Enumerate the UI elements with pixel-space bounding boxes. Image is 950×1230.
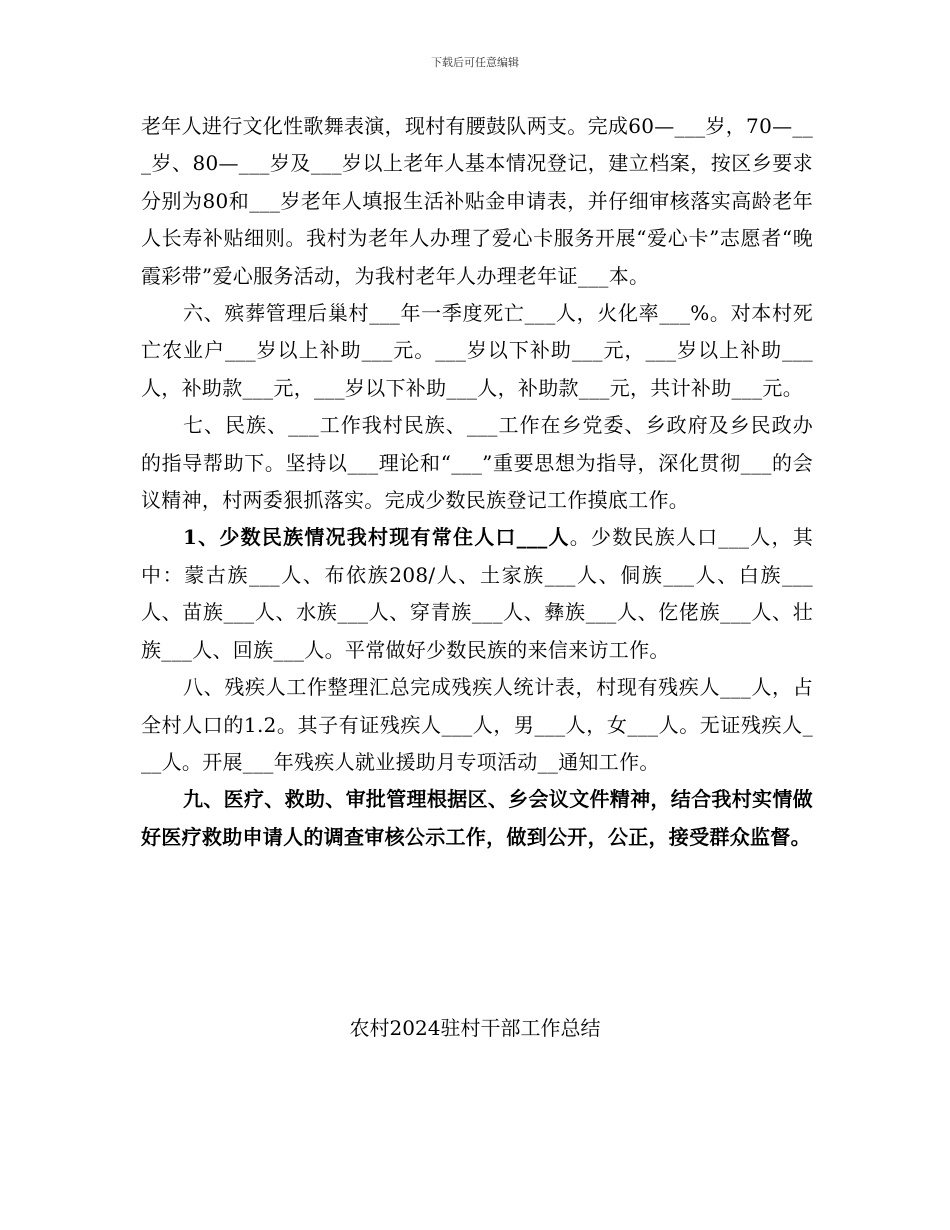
paragraph-ethnic-affairs: 七、民族、___工作我村民族、___工作在乡党委、乡政府及乡民政办的指导帮助下。坚持以___理论和“___”重要思想为指导，深化贯彻___的会议精神，村两委狠抓落实。完成少数民族登记工作摸底工作。 xyxy=(141,413,813,513)
paragraph-elderly-services: 老年人进行文化性歌舞表演，现村有腰鼓队两支。完成60—___岁，70—___岁、80—___岁及___岁以上老年人基本情况登记，建立档案，按区乡要求分别为80和___岁老年人填报生活补贴金申请表，并仔细审核落实高龄老年人长寿补贴细则。我村为老年人办理了爱心卡服务开展“爱心卡”志愿者“晚霞彩带”爱心服务活动，为我村老年人办理老年证___本。 xyxy=(141,114,813,288)
document-body xyxy=(141,108,813,856)
ethnic-population-details: 。少数民族人口___人，其中：蒙古族___人、布依族208/人、土家族___人、侗族___人、白族___人、苗族___人、水族___人、穿青族___人、彝族___人、仡佬族___人、壮族___人、回族___人。平常做好少数民族的来信来访工作。 xyxy=(141,525,813,662)
paragraph-medical-assistance: 九、医疗、救助、审批管理根据区、乡会议文件精神，结合我村实情做好医疗救助申请人的调查审核公示工作，做到公开，公正，接受群众监督。 xyxy=(141,787,813,849)
document-title: 农村2024驻村干部工作总结 xyxy=(349,1016,601,1040)
paragraph-ethnic-population xyxy=(141,519,813,669)
page-header-note: 下载后可任意编辑 xyxy=(431,56,519,69)
paragraph-funeral-management: 六、殡葬管理后巢村___年一季度死亡___人，火化率___%。对本村死亡农业户___岁以上补助___元。___岁以下补助___元，___岁以上补助___人，补助款___元，___岁以下补助___人，补助款___元，共计补助___元。 xyxy=(141,301,813,400)
ethnic-population-heading: 1、少数民族情况我村现有常住人口___人 xyxy=(183,525,570,550)
paragraph-disability-work: 八、残疾人工作整理汇总完成残疾人统计表，村现有残疾人___人，占全村人口的1.2。其子有证残疾人___人，男___人，女___人。无证残疾人___人。开展___年残疾人就业援助月专项活动__通知工作。 xyxy=(141,675,813,774)
